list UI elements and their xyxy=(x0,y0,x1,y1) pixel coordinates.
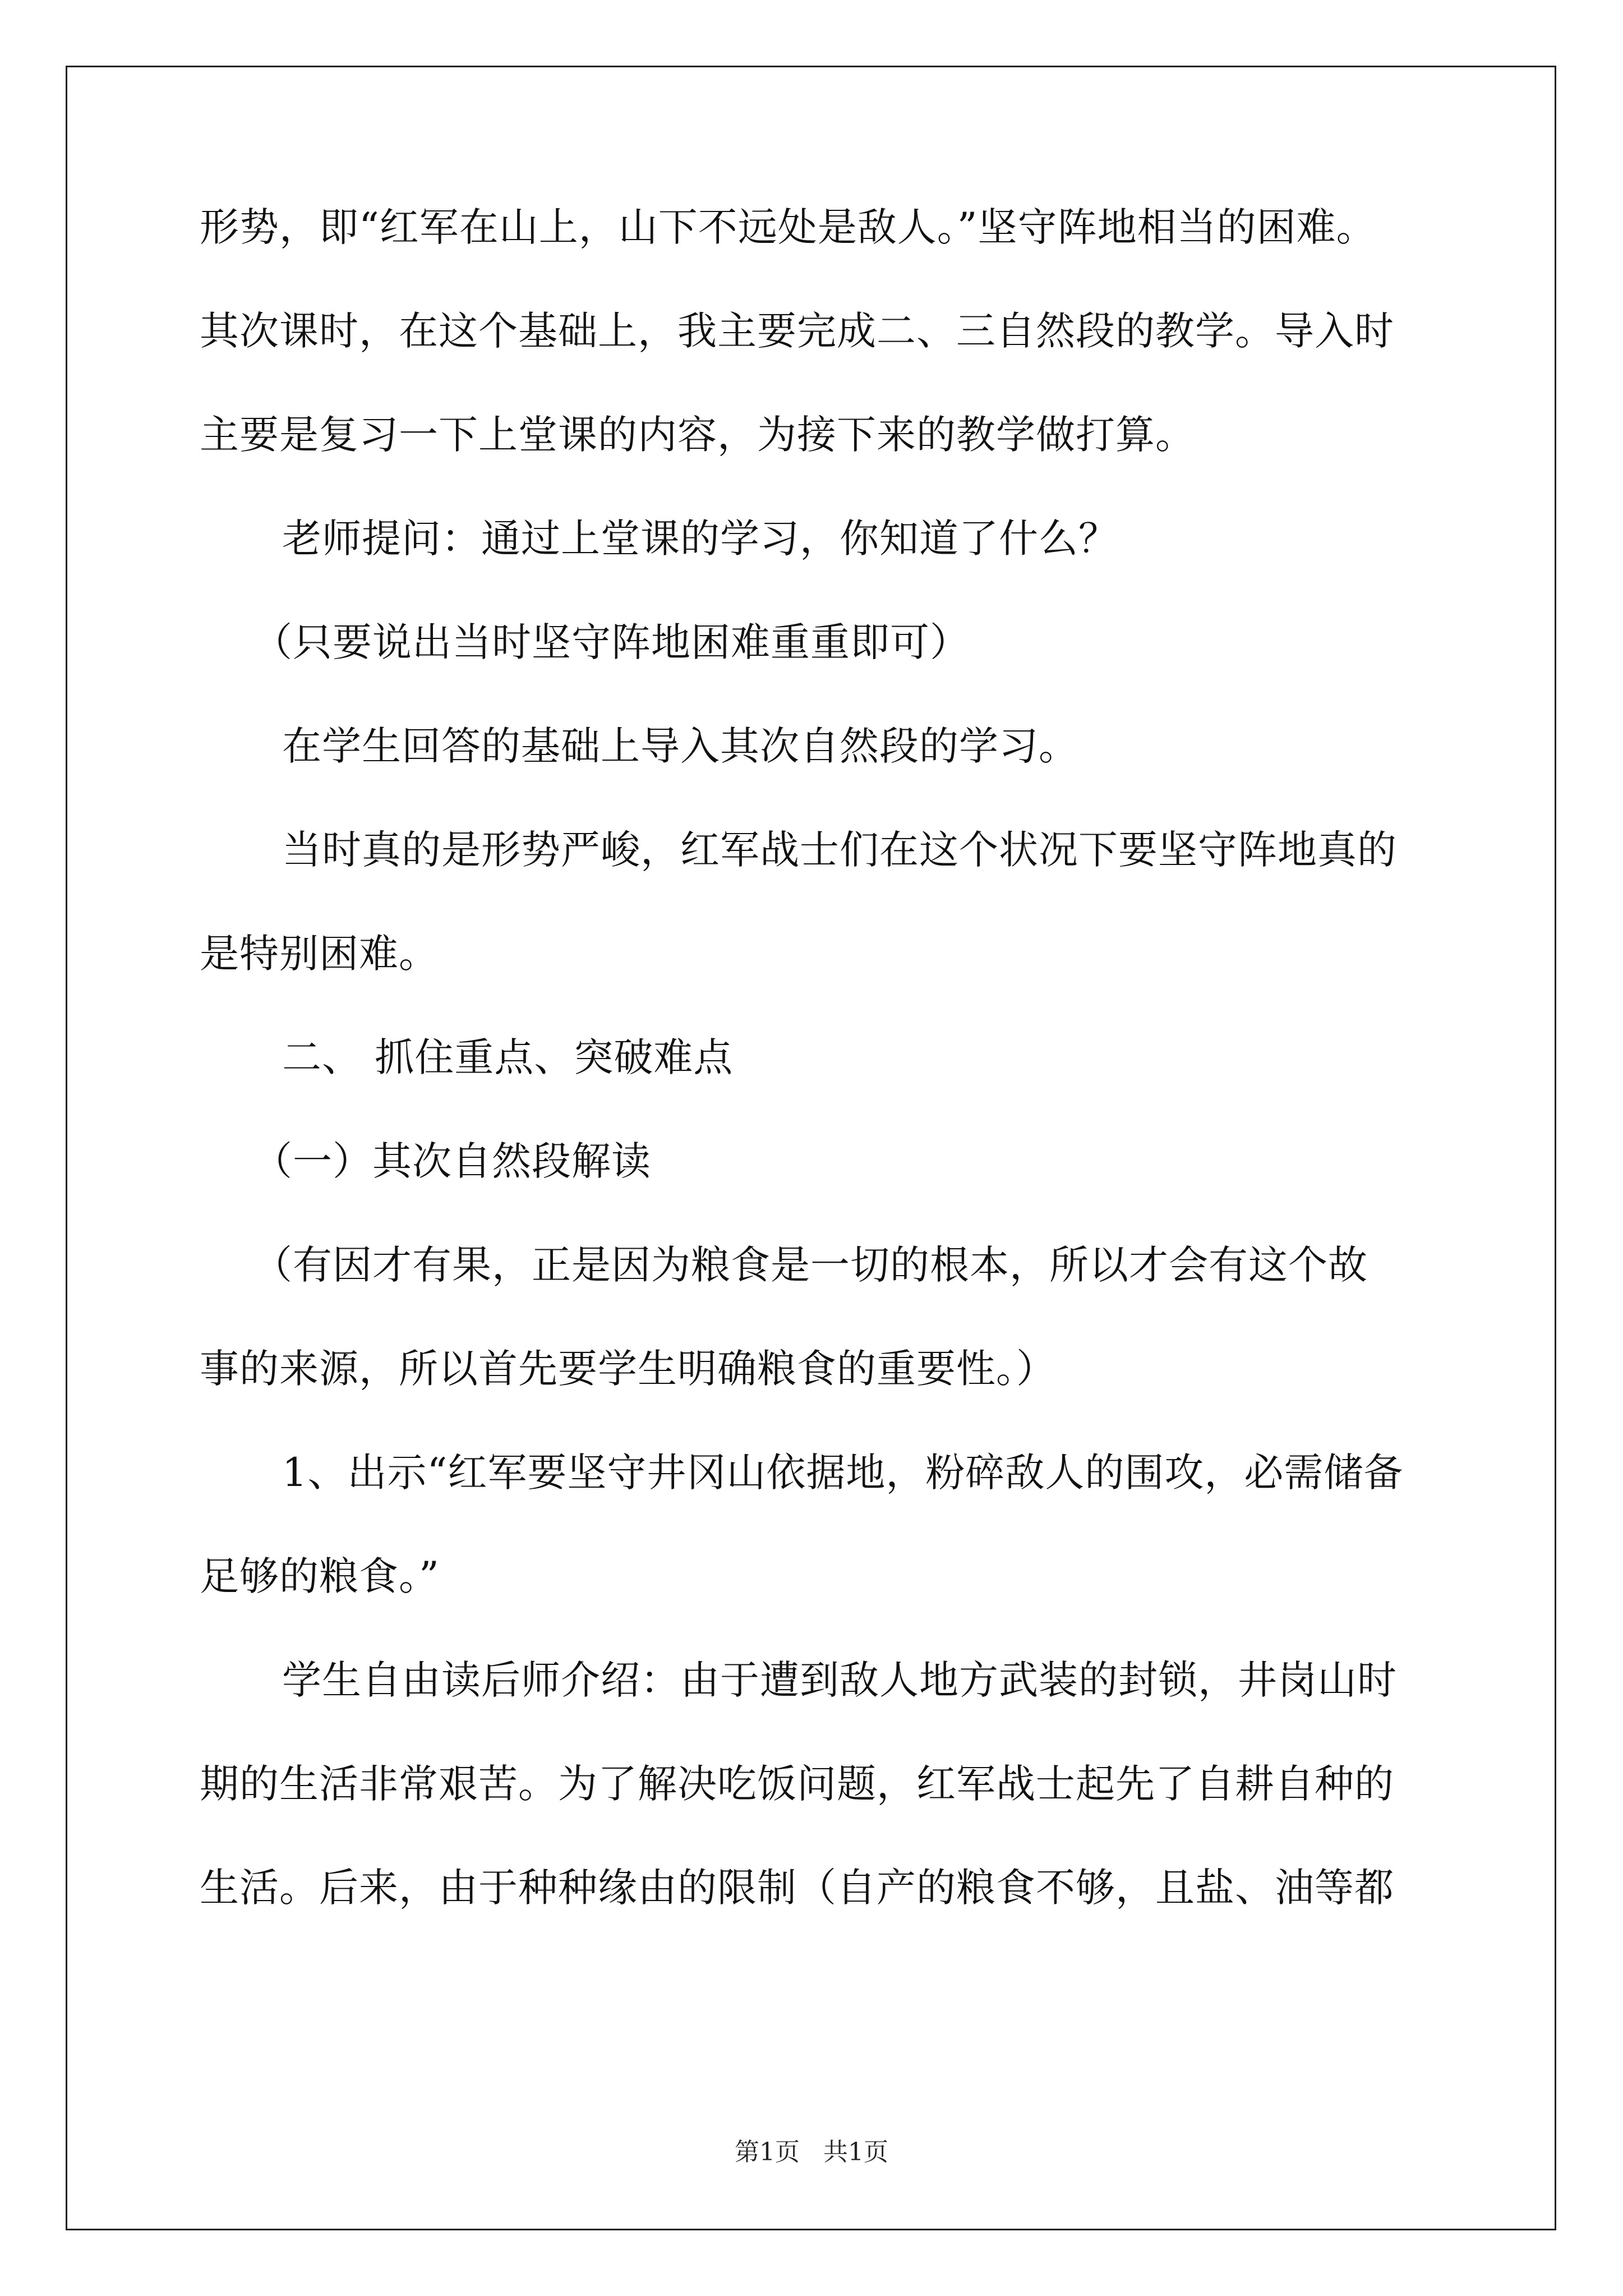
text-line-4: 老师提问：通过上堂课的学习，你知道了什么？ xyxy=(282,516,1118,562)
text-line-12: 事的来源，所以首先要学生明确粮食的重要性。） xyxy=(200,1346,1056,1392)
text-line-1: 形势，即“红军在山上，山下不远处是敌人。”坚守阵地相当的困难。 xyxy=(200,204,1376,250)
page-footer: 第1页 共1页 xyxy=(735,2138,888,2166)
text-line-7: 当时真的是形势严峻，红军战士们在这个状况下要坚守阵地真的 xyxy=(282,827,1397,873)
text-line-5: （只要说出当时坚守阵地困难重重即可） xyxy=(253,619,970,665)
text-line-6: 在学生回答的基础上导入其次自然段的学习。 xyxy=(282,723,1078,769)
text-line-3: 主要是复习一下上堂课的内容，为接下来的教学做打算。 xyxy=(200,412,1195,458)
text-line-13: 1、出示“红军要坚守井冈山依据地，粉碎敌人的围攻，必需储备 xyxy=(282,1450,1404,1496)
text-line-15: 学生自由读后师介绍：由于遭到敌人地方武装的封锁，井岗山时 xyxy=(282,1657,1397,1703)
text-line-16: 期的生活非常艰苦。为了解决吃饭问题，红军战士起先了自耕自种的 xyxy=(200,1761,1394,1807)
text-line-14: 足够的粮食。” xyxy=(200,1553,440,1599)
text-line-8: 是特别困难。 xyxy=(200,931,439,977)
text-line-11: （有因才有果，正是因为粮食是一切的根本，所以才会有这个故 xyxy=(253,1242,1368,1288)
subsection-heading: （一）其次自然段解读 xyxy=(253,1138,651,1184)
text-line-17: 生活。后来，由于种种缘由的限制（自产的粮食不够，且盐、油等都 xyxy=(200,1865,1394,1911)
section-heading: 二、 抓住重点、突破难点 xyxy=(282,1034,734,1080)
text-line-2: 其次课时，在这个基础上，我主要完成二、三自然段的教学。导入时 xyxy=(200,308,1394,354)
